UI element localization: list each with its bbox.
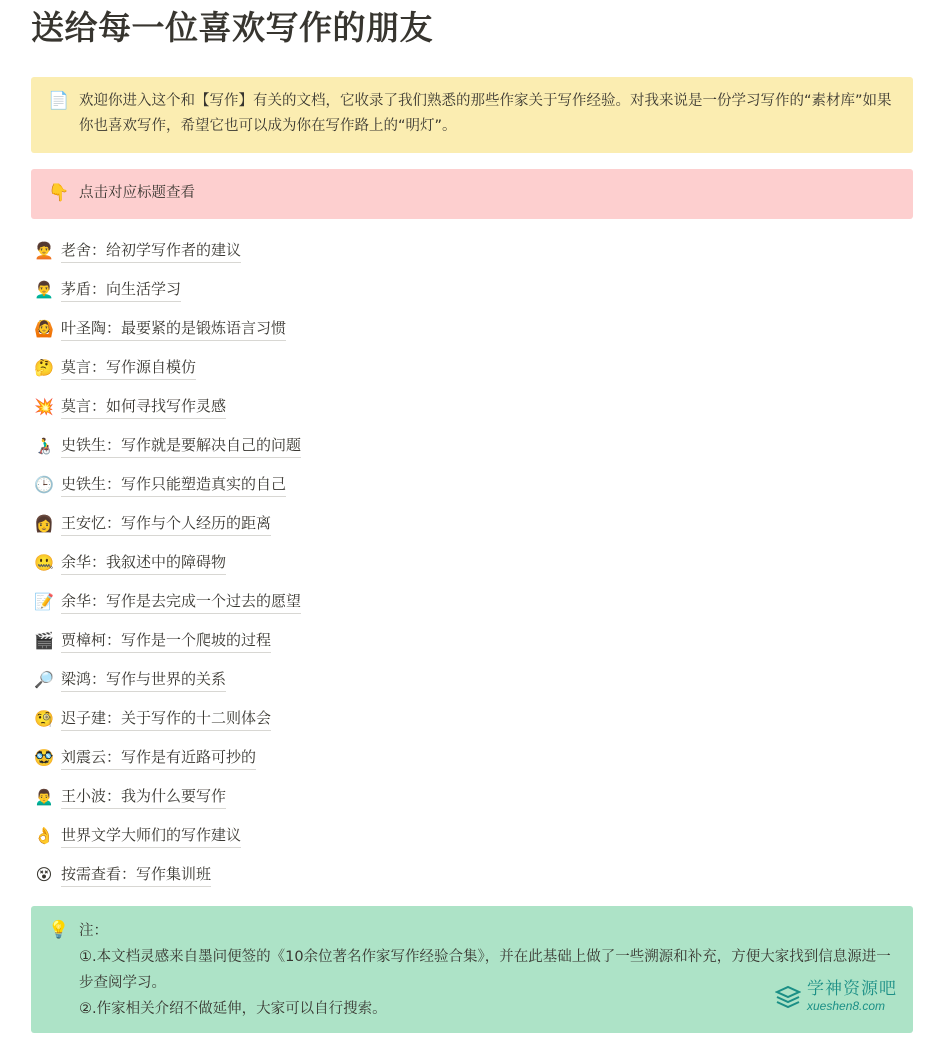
- document-icon: 📄: [48, 91, 70, 111]
- page-link-item[interactable]: [31, 465, 891, 504]
- page-link-item[interactable]: [31, 309, 891, 348]
- light-bulb-icon: 💡: [48, 920, 70, 940]
- face-with-monocle-icon: 🧐: [34, 708, 54, 728]
- tip-callout-text: 点击对应标题查看: [79, 185, 195, 201]
- tip-callout: [31, 169, 913, 219]
- page-link-label[interactable]: 叶圣陶：最要紧的是锻炼语言习惯: [61, 317, 286, 341]
- thinking-face-icon: 🤔: [34, 357, 54, 377]
- page-link-label[interactable]: 梁鸿：写作与世界的关系: [61, 668, 226, 692]
- page-link-item[interactable]: [31, 738, 891, 777]
- memo-icon: 📝: [34, 591, 54, 611]
- page-link-label[interactable]: 迟子建：关于写作的十二则体会: [61, 707, 271, 731]
- page-link-label[interactable]: 世界文学大师们的写作建议: [61, 824, 241, 848]
- page-link-item[interactable]: [31, 231, 891, 270]
- page-title: 送给每一位喜欢写作的朋友: [31, 8, 433, 47]
- page-link-label[interactable]: 余华：我叙述中的障碍物: [61, 551, 226, 575]
- page-link-item[interactable]: [31, 855, 891, 894]
- person-curly-hair-icon: 🧑‍🦱: [34, 240, 54, 260]
- page-link-label[interactable]: 史铁生：写作只能塑造真实的自己: [61, 473, 286, 497]
- person-wheelchair-icon: 👨‍🦽: [34, 435, 54, 455]
- magnifying-glass-icon: 🔎: [34, 669, 54, 689]
- page-link-item[interactable]: [31, 660, 891, 699]
- clock-icon: 🕒: [34, 474, 54, 494]
- note-line-2: ②.作家相关介绍不做延伸，大家可以自行搜索。: [79, 1001, 387, 1017]
- woman-icon: 👩: [34, 513, 54, 533]
- page-link-label[interactable]: 老舍：给初学写作者的建议: [61, 239, 241, 263]
- page-link-item[interactable]: [31, 816, 891, 855]
- page-link-label[interactable]: 刘震云：写作是有近路可抄的: [61, 746, 256, 770]
- zipper-mouth-face-icon: 🤐: [34, 552, 54, 572]
- page-link-label[interactable]: 贾樟柯：写作是一个爬坡的过程: [61, 629, 271, 653]
- page-link-label[interactable]: 茅盾：向生活学习: [61, 278, 181, 302]
- watermark: [775, 976, 905, 1016]
- person-gesturing-ok-icon: 🙆: [34, 318, 54, 338]
- ok-hand-icon: 👌: [34, 825, 54, 845]
- page-link-item[interactable]: [31, 543, 891, 582]
- page-link-item[interactable]: [31, 348, 891, 387]
- page-link-item[interactable]: [31, 504, 891, 543]
- page-link-item[interactable]: [31, 426, 891, 465]
- book-stack-logo-icon: [775, 983, 801, 1009]
- page-link-label[interactable]: 余华：写作是去完成一个过去的愿望: [61, 590, 301, 614]
- dizzy-face-icon: 😵: [35, 864, 53, 884]
- page-link-item[interactable]: [31, 621, 891, 660]
- page-link-label[interactable]: 按需查看：写作集训班: [61, 863, 211, 887]
- page-link-list: [31, 231, 891, 894]
- page-link-item[interactable]: [31, 270, 891, 309]
- intro-callout: [31, 77, 913, 153]
- intro-callout-text: 欢迎你进入这个和【写作】有关的文档，它收录了我们熟悉的那些作家关于写作经验。对我来说是一份学习写作的“素材库”如果你也喜欢写作，希望它也可以成为你在写作路上的“明灯”。: [79, 93, 892, 134]
- page-link-item[interactable]: [31, 387, 891, 426]
- man-frowning-icon: 🙍‍♂️: [34, 786, 54, 806]
- page-link-label[interactable]: 王安忆：写作与个人经历的距离: [61, 512, 271, 536]
- disguised-face-icon: 🥸: [34, 747, 54, 767]
- page-link-item[interactable]: [31, 777, 891, 816]
- watermark-cn: 学神资源吧: [807, 979, 897, 999]
- page-link-label[interactable]: 史铁生：写作就是要解决自己的问题: [61, 434, 301, 458]
- page-link-item[interactable]: [31, 582, 891, 621]
- watermark-en: xueshen8.com: [807, 999, 886, 1013]
- collision-icon: 💥: [34, 396, 54, 416]
- page-link-label[interactable]: 莫言：写作源自模仿: [61, 356, 196, 380]
- page-link-label[interactable]: 莫言：如何寻找写作灵感: [61, 395, 226, 419]
- man-icon: 👨‍🦱: [34, 279, 54, 299]
- note-heading: 注：: [79, 923, 108, 939]
- note-line-1: ①.本文档灵感来自墨问便签的《10余位著名作家写作经验合集》，并在此基础上做了一些溯源和补充，方便大家找到信息源进一步查阅学习。: [79, 949, 891, 991]
- page-link-item[interactable]: [31, 699, 891, 738]
- clapper-board-icon: 🎬: [34, 630, 54, 650]
- pointing-down-icon: 👇: [48, 183, 70, 203]
- page-link-label[interactable]: 王小波：我为什么要写作: [61, 785, 226, 809]
